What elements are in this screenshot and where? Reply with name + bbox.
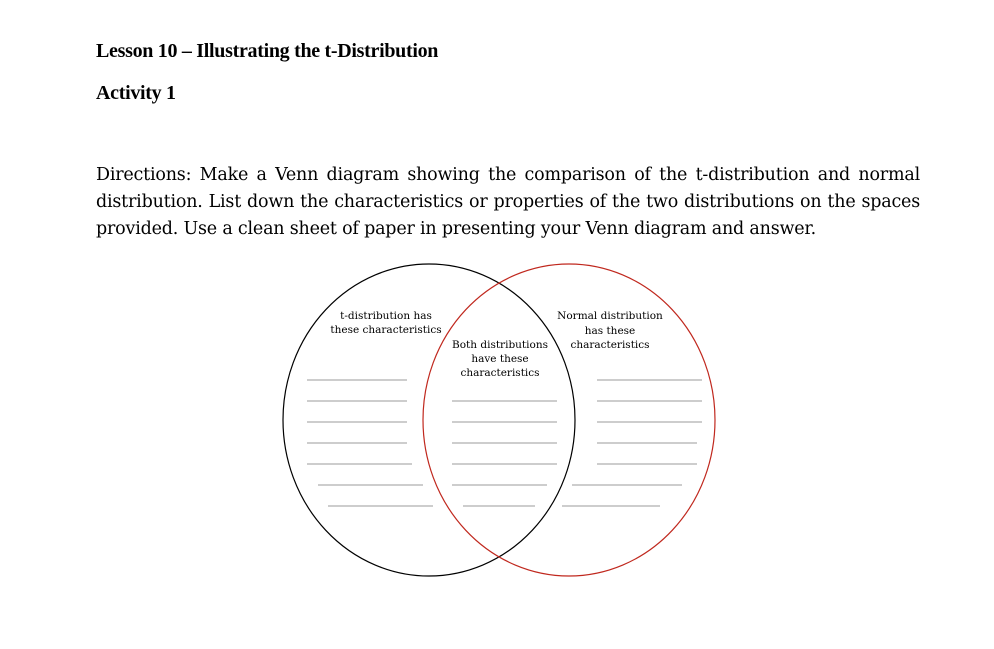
left-label-line-1: t-distribution has: [340, 310, 432, 322]
directions-paragraph: Directions: Make a Venn diagram showing the comparison of the t-distribution and normal distribution. List down the characteristics or properties of the two distributions on the spaces provided. Use a clean sheet of paper in presenting your Venn diagram and answer.: [96, 165, 920, 239]
lesson-title: Lesson 10 – Illustrating the t-Distribution: [96, 40, 439, 62]
right-label-line-1: Normal distribution: [557, 310, 663, 322]
right-label-line-3: characteristics: [570, 339, 650, 351]
center-label-line-3: characteristics: [460, 367, 540, 379]
right-label-line-2: has these: [584, 325, 636, 337]
center-label-line-2: have these: [471, 353, 529, 365]
center-label-line-1: Both distributions: [452, 339, 548, 351]
activity-title: Activity 1: [96, 82, 176, 104]
left-label-line-2: these characteristics: [330, 324, 442, 336]
